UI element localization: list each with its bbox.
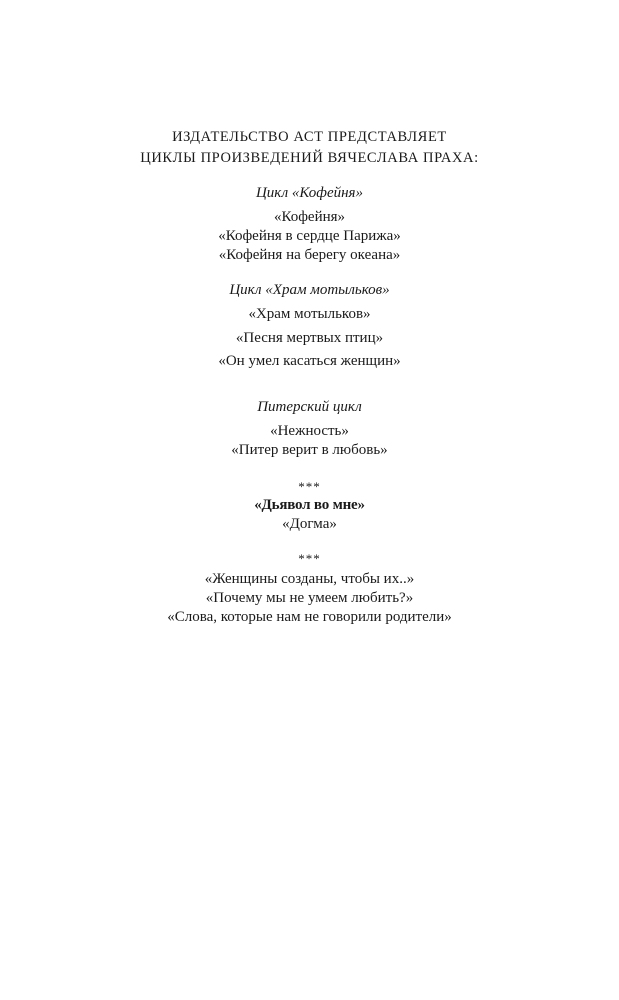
book-title: «Слова, которые нам не говорили родители» [167,609,452,625]
book-title: «Он умел касаться женщин» [218,353,401,369]
book-title: «Женщины созданы, чтобы их..» [204,571,415,587]
book-title: «Кофейня на берегу океана» [218,247,401,263]
cycle-title-piterskiy: Питерский цикл [257,399,362,415]
cycle-title-khram: Цикл «Храм мотыльков» [229,282,390,298]
publisher-heading-line-1: ИЗДАТЕЛЬСТВО АСТ ПРЕДСТАВЛЯЕТ [172,129,447,145]
book-title: «Кофейня» [273,209,346,225]
book-title: «Догма» [282,516,337,532]
book-title: «Питер верит в любовь» [231,442,388,458]
book-title: «Храм мотыльков» [248,306,371,322]
book-title: «Песня мертвых птиц» [235,330,384,346]
separator-stars: *** [298,551,321,566]
cycle-title-kofeynya: Цикл «Кофейня» [255,185,364,201]
book-title: «Кофейня в сердце Парижа» [218,228,401,244]
publisher-heading-line-2: ЦИКЛЫ ПРОИЗВЕДЕНИЙ ВЯЧЕСЛАВА ПРАХА: [140,150,479,166]
book-title: «Почему мы не умеем любить?» [205,590,414,606]
book-title-bold: «Дьявол во мне» [254,497,365,513]
separator-stars: *** [298,479,321,494]
book-title: «Нежность» [270,423,349,439]
